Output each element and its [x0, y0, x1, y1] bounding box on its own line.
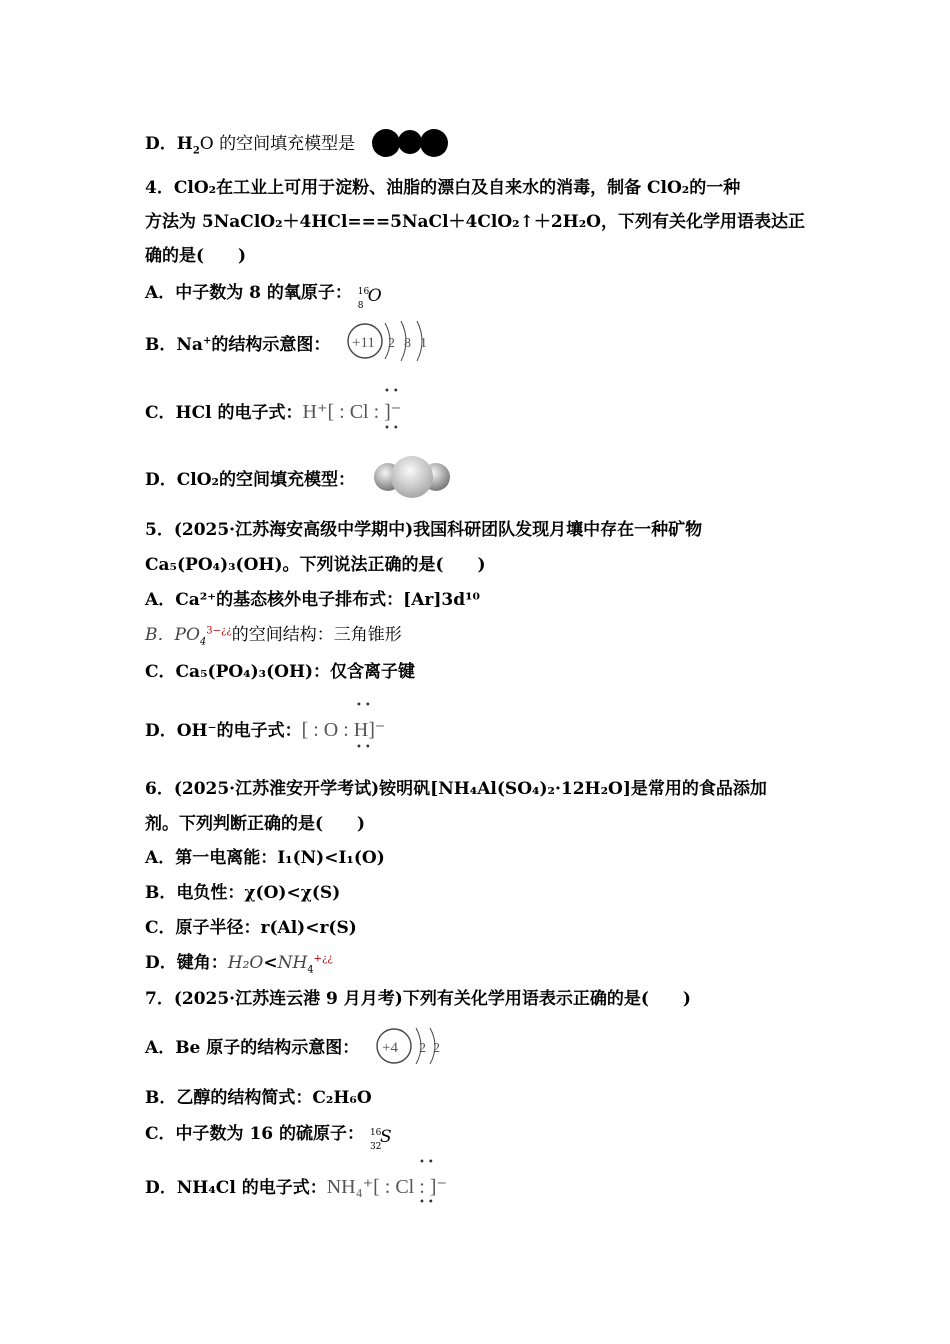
sodium-ion-shell-2: 8	[404, 336, 411, 351]
nh4cl-lone-pair-top: ••	[419, 1157, 437, 1168]
beryllium-shell-2: 2	[433, 1041, 440, 1056]
q6-option-a: A．第一电离能：I₁(N)<I₁(O)	[145, 848, 385, 868]
q3-option-d: D．$H_2O$ 的空间填充模型是	[145, 134, 356, 157]
beryllium-nucleus-charge: +4	[382, 1040, 398, 1056]
phosphate-formula: PO	[174, 625, 200, 645]
q6-option-c: C．原子半径：r(Al)<r(S)	[145, 918, 357, 938]
sodium-ion-shell-1: 2	[388, 336, 395, 351]
hydroxide-electron-formula: [ : O : H]⁻	[301, 719, 386, 741]
hcl-lone-pair-top: ••	[384, 386, 402, 397]
q4-option-a: A．中子数为 8 的氧原子： 16 8 O	[145, 281, 384, 306]
water-formula: H₂O	[227, 953, 264, 973]
q4-option-c: C．HCl 的电子式：H⁺[ : Cl : ]⁻	[145, 401, 402, 423]
q7-option-a: A．Be 原子的结构示意图：	[145, 1038, 360, 1058]
q3-option-d-label: D．H	[145, 134, 193, 154]
nh4cl-lone-pair-bottom: ••	[419, 1197, 437, 1208]
q4-stem-line1: 4．ClO₂在工业上可用于淀粉、油脂的漂白及自来水的消毒，制备 ClO₂的一种	[145, 178, 741, 198]
q7-option-b: B．乙醇的结构简式：C₂H₆O	[145, 1088, 372, 1108]
sodium-ion-structure-diagram	[345, 317, 435, 365]
q6-stem-line1: 6．(2025·江苏淮安开学考试)铵明矾[NH₄Al(SO₄)₂·12H₂O]是常用的食品添加	[145, 779, 767, 799]
q5-option-c: C．Ca₅(PO₄)₃(OH)：仅含离子键	[145, 662, 416, 682]
hcl-electron-formula: H⁺[ : Cl : ]⁻	[302, 401, 402, 423]
q7-option-c: C．中子数为 16 的硫原子： 16 32 S	[145, 1122, 396, 1147]
ammonium-formula: NH	[277, 953, 308, 973]
q4-option-d: D．ClO₂的空间填充模型：	[145, 470, 355, 490]
oh-lone-pair-bottom: ••	[356, 742, 374, 753]
sodium-ion-shell-3: 1	[420, 336, 427, 351]
q7-stem: 7．(2025·江苏连云港 9 月月考)下列有关化学用语表示正确的是( )	[145, 989, 691, 1009]
q6-option-d: D．键角：$H_2O<NH_4^{+¿¿}$	[145, 953, 333, 976]
q5-option-d: D．OH⁻的电子式：[ : O : H]⁻	[145, 719, 386, 741]
beryllium-shell-1: 2	[419, 1041, 426, 1056]
beryllium-structure-diagram	[374, 1024, 444, 1070]
q5-option-a: A．Ca²⁺的基态核外电子排布式：[Ar]3d¹⁰	[145, 590, 480, 610]
q3-option-d-text: O 的空间填充模型是	[199, 134, 356, 154]
clo2-space-filling-model	[372, 455, 454, 499]
ammonium-chloride-electron-formula: NH₄⁺[ : Cl : ]⁻	[326, 1176, 448, 1198]
oxygen-isotope-symbol: 16 8 O	[357, 285, 382, 311]
hcl-lone-pair-bottom: ••	[384, 423, 402, 434]
q6-stem-line2: 剂。下列判断正确的是( )	[145, 814, 366, 834]
q6-option-b: B．电负性：χ(O)<χ(S)	[145, 883, 341, 903]
water-space-filling-model	[370, 127, 452, 159]
q4-stem-line2: 方法为 5NaClO₂＋4HCl===5NaCl＋4ClO₂↑＋2H₂O，下列有关化学用语表达正	[145, 212, 805, 232]
q5-stem-line1: 5．(2025·江苏海安高级中学期中)我国科研团队发现月壤中存在一种矿物	[145, 520, 703, 540]
sulfur-isotope-symbol: 16 32 S	[369, 1126, 392, 1152]
oh-lone-pair-top: ••	[356, 700, 374, 711]
q5-stem-line2: Ca₅(PO₄)₃(OH)。下列说法正确的是( )	[145, 555, 486, 575]
q5-option-b: B．$PO_4^{3-¿¿}$的空间结构：三角锥形	[145, 625, 402, 648]
q4-option-b: B．Na+的结构示意图：	[145, 335, 331, 355]
sodium-ion-nucleus-charge: +11	[352, 335, 375, 351]
q4-stem-line3: 确的是( )	[145, 246, 247, 266]
q7-option-d: D．NH₄Cl 的电子式：NH₄⁺[ : Cl : ]⁻	[145, 1176, 448, 1198]
